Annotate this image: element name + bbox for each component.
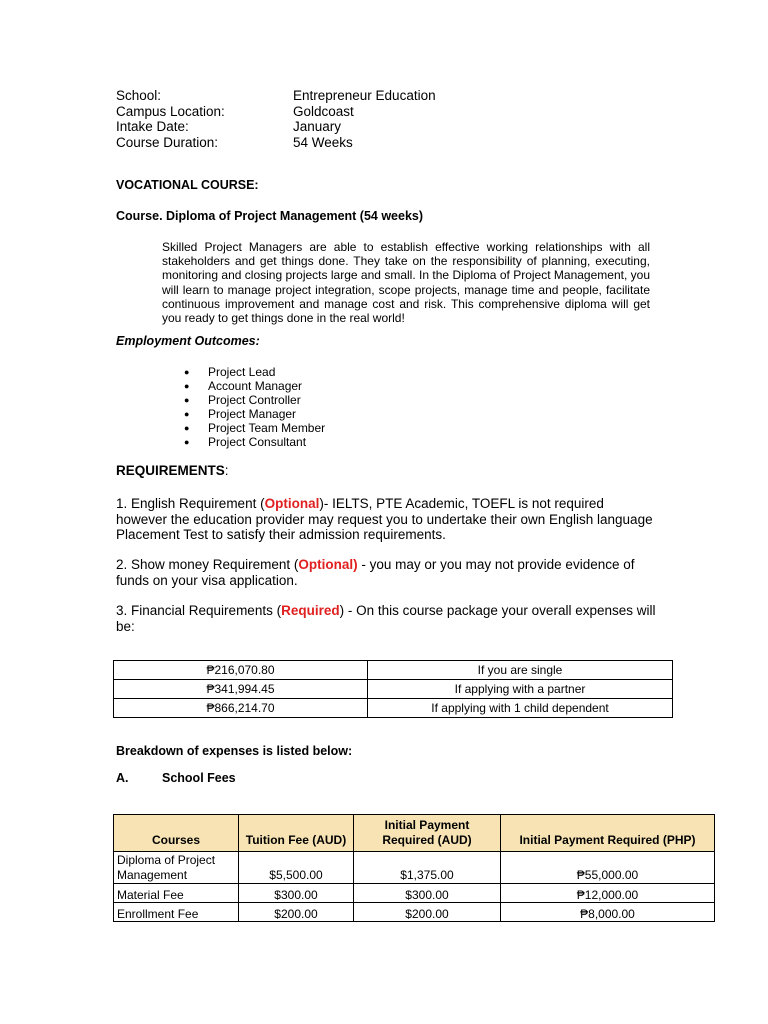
bullet-icon: ●	[184, 367, 190, 377]
table-cell: Enrollment Fee	[114, 903, 239, 922]
outcome-label: Project Manager	[208, 407, 297, 421]
table-row	[114, 680, 673, 699]
requirement-tag: Required	[281, 603, 340, 618]
info-value: 54 Weeks	[293, 134, 353, 150]
list-item	[184, 435, 325, 449]
expense-condition: If applying with a partner	[368, 680, 673, 699]
requirement-prefix: 2. Show money Requirement (	[116, 557, 299, 572]
course-description: Skilled Project Managers are able to establish effective working relationships with all stakeholders and get things done. They take on the responsibility of planning, executing, monitoring and closing projects large and small. In the Diploma of Project Management, you will learn to manage project integration, scope projects, manage time and people, facilitate continuous improvement and manage cost and risk. This comprehensive diploma will get you ready to get things done in the real world!	[162, 240, 650, 326]
requirement-prefix: 1. English Requirement (	[116, 496, 265, 511]
requirement-text: )- IELTS, PTE Academic, TOEFL is not required however the education provider may request you to undertake their own English language Placement Test to satisfy their admission requirements.	[116, 496, 653, 542]
table-row	[114, 852, 715, 884]
course-heading: Course. Diploma of Project Management (54 weeks)	[116, 209, 424, 223]
table-row	[114, 699, 673, 718]
table-cell: ₱8,000.00	[501, 903, 715, 922]
table-cell: $1,375.00	[354, 852, 501, 884]
section-letter: A.	[116, 771, 129, 785]
requirements-heading	[116, 463, 229, 478]
list-item	[184, 365, 325, 379]
requirement-tag: Optional)	[298, 557, 358, 572]
requirement-prefix: 3. Financial Requirements (	[116, 603, 282, 618]
table-cell: ₱55,000.00	[501, 852, 715, 884]
outcome-label: Project Consultant	[208, 435, 307, 449]
requirement-financial	[116, 603, 656, 634]
requirement-show-money	[116, 557, 656, 588]
outcome-label: Project Team Member	[208, 421, 326, 435]
breakdown-heading: Breakdown of expenses is listed below:	[116, 744, 353, 758]
table-cell: $300.00	[239, 884, 354, 903]
outcome-label: Account Manager	[208, 379, 303, 393]
table-cell: $200.00	[239, 903, 354, 922]
expense-summary-table	[113, 660, 673, 718]
requirement-english	[116, 496, 656, 543]
table-row	[114, 661, 673, 680]
expense-amount: ₱341,994.45	[114, 680, 368, 699]
vocational-heading: VOCATIONAL COURSE:	[116, 178, 259, 192]
info-label: School:	[116, 88, 162, 103]
bullet-icon: ●	[184, 437, 190, 447]
column-header: Initial Payment Required (AUD)	[354, 815, 501, 852]
section-a-heading	[116, 771, 236, 785]
course-info-block	[116, 88, 436, 150]
table-row	[114, 903, 715, 922]
expense-amount: ₱866,214.70	[114, 699, 368, 718]
table-cell: Material Fee	[114, 884, 239, 903]
requirements-heading-bold: REQUIREMENTS	[116, 463, 225, 478]
info-value: January	[293, 119, 342, 134]
table-cell: $200.00	[354, 903, 501, 922]
outcomes-list	[184, 365, 325, 449]
table-row	[114, 884, 715, 903]
outcome-label: Project Controller	[208, 393, 301, 407]
info-row-intake	[116, 119, 436, 135]
list-item	[184, 379, 325, 393]
info-row-duration	[116, 135, 436, 151]
list-item	[184, 393, 325, 407]
info-row-campus	[116, 104, 436, 120]
info-label: Campus Location:	[116, 103, 225, 119]
expense-condition: If you are single	[368, 661, 673, 680]
column-header: Initial Payment Required (PHP)	[501, 815, 715, 852]
table-header-row	[114, 815, 715, 852]
section-title: School Fees	[162, 771, 236, 785]
bullet-icon: ●	[184, 423, 190, 433]
expense-condition: If applying with 1 child dependent	[368, 699, 673, 718]
table-cell: $5,500.00	[239, 852, 354, 884]
requirement-tag: Optional	[264, 496, 320, 511]
info-label: Intake Date:	[116, 119, 189, 134]
bullet-icon: ●	[184, 409, 190, 419]
school-fees-table	[113, 814, 715, 922]
table-cell: $300.00	[354, 884, 501, 903]
column-header: Courses	[114, 815, 239, 852]
list-item	[184, 407, 325, 421]
column-header: Tuition Fee (AUD)	[239, 815, 354, 852]
table-cell: Diploma of Project Management	[114, 852, 239, 884]
info-label: Course Duration:	[116, 134, 219, 150]
info-value: Goldcoast	[293, 103, 354, 119]
outcome-label: Project Lead	[208, 365, 276, 379]
requirement-text: - you may or you may not provide evidence of funds on your visa application.	[116, 557, 635, 588]
expense-amount: ₱216,070.80	[114, 661, 368, 680]
requirement-text: ) - On this course package your overall expenses will be:	[116, 603, 656, 634]
bullet-icon: ●	[184, 395, 190, 405]
requirements-heading-suffix: :	[224, 463, 229, 478]
employment-heading: Employment Outcomes:	[116, 334, 260, 348]
bullet-icon: ●	[184, 381, 190, 391]
list-item	[184, 421, 325, 435]
info-value: Entrepreneur Education	[293, 88, 436, 103]
info-row-school	[116, 88, 436, 104]
table-cell: ₱12,000.00	[501, 884, 715, 903]
